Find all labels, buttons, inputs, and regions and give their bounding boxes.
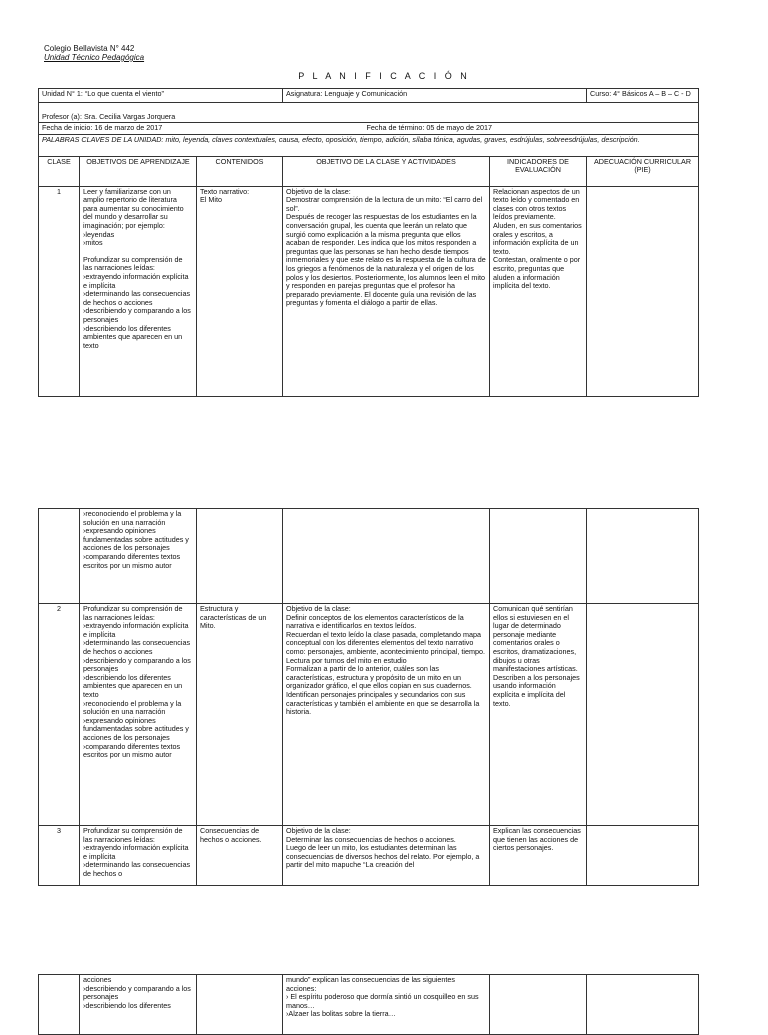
oa-line: ›describiendo los diferentes ambientes que aparecen en un texto	[83, 672, 183, 699]
oa-line: ›reconociendo el problema y la solución en una narración	[83, 698, 182, 717]
contenidos-cell	[197, 509, 283, 604]
oa-cell	[80, 509, 197, 604]
oa-line: ›leyendas	[83, 229, 115, 239]
oa-line: ›describiendo los diferentes	[83, 1000, 171, 1010]
oa-line: Leer y familiarizarse con un amplio repertorio de literatura para aumentar su conocimiento del mundo y desarrollar su imaginación; por ejemplo:	[83, 186, 184, 231]
oa-line: ›expresando opiniones fundamentadas sobre actitudes y acciones de los personajes	[83, 715, 189, 742]
actividad-line: Determinar las consecuencias de hechos o acciones.	[286, 834, 456, 844]
clase-number	[39, 975, 80, 1035]
oa-line: ›describiendo y comparando a los personajes	[83, 655, 191, 674]
palabras-claves-cell	[39, 134, 699, 156]
oa-cell	[80, 826, 197, 886]
actividad-line: Luego de leer un mito, los estudiantes determinan las consecuencias de diversos hechos del relato. Por ejemplo, a partir del mito mapuche “La creación del	[286, 843, 480, 870]
actividad-line: › El espíritu poderoso que dormía sintió un cosquilleo en sus manos…	[286, 992, 479, 1010]
contenidos-cell	[197, 186, 283, 396]
actividad-line: Objetivo de la clase:	[286, 186, 351, 196]
oa-line: ›comparando diferentes textos escritos por un mismo autor	[83, 741, 181, 760]
oa-cell	[80, 604, 197, 826]
contenidos-cell	[197, 604, 283, 826]
clase-number	[39, 509, 80, 604]
oa-line: ›describiendo y comparando a los personajes	[83, 983, 191, 1002]
indicador-line: Contestan, oralmente o por escrito, preguntas que aluden a información implícita del texto.	[493, 255, 581, 291]
actividad-line: ›Alzaer las bolitas sobre la tierra…	[286, 1009, 396, 1019]
table-row	[39, 509, 699, 604]
adecuacion-cell	[587, 186, 699, 396]
actividades-cell	[283, 604, 490, 826]
clase-number: 3	[39, 826, 80, 886]
contenidos-cell	[197, 975, 283, 1035]
oa-cell	[80, 186, 197, 396]
actividad-line: Después de recoger las respuestas de los estudiantes en la conversación grupal, les cuenta que leerán un relato que surgió como explicación a la misma pregunta que ellos acaban de responder. Les indica que los mitos responden a preguntas que las personas se han hecho desde tiempos inmemoriales y que este relato es la respuesta de la cultura de los griegos a fenómenos de la naturaleza y el origen de los polos y los desiertos. Posteriormente, los alumnos leen el mito y responden en parejas preguntas que el profesor ha preparado previamente. El docente guía una revisión de las preguntas y fomenta el diálogo a partir de ellas.	[286, 212, 486, 308]
oa-line: acciones	[83, 975, 112, 984]
planning-table-page1	[38, 88, 699, 397]
actividades-cell	[283, 186, 490, 396]
palabras-list: mito, leyenda, claves contextuales, causa, efecto, oposición, tiempo, adición, sílaba tónica, agudas, graves, esdrújulas, sobreesdrújulas, descripción.	[165, 134, 640, 144]
actividad-line: Recuerdan el texto leído la clase pasada, completando mapa conceptual con los diferentes elementos del texto narrativo como: personajes, ambiente, acontecimiento principal, tiempo.	[286, 629, 485, 656]
col-adecuacion: ADECUACIÓN CURRICULAR (PIE)	[587, 156, 699, 186]
oa-cell	[80, 975, 197, 1035]
fecha-inicio-cell: Fecha de inicio: 16 de marzo de 2017	[39, 123, 283, 135]
indicador-line: Aluden, en sus comentarios orales y escritos, a información explícita de un texto.	[493, 221, 582, 256]
actividad-line: Lectura por turnos del mito en estudio	[286, 655, 407, 665]
adecuacion-cell	[587, 604, 699, 826]
actividad-line: Objetivo de la clase:	[286, 826, 351, 835]
fecha-termino-cell: Fecha de término: 05 de mayo de 2017	[283, 123, 699, 135]
unit-office: Unidad Técnico Pedagógica	[44, 53, 145, 62]
unidad-cell: Unidad N° 1: “Lo que cuenta el viento”	[39, 89, 283, 103]
col-oa: OBJETIVOS DE APRENDIZAJE	[80, 156, 197, 186]
indicador-line: Describen a los personajes usando información explícita e implícita del texto.	[493, 672, 580, 708]
table-row	[39, 186, 699, 396]
oa-line: ›describiendo y comparando a los personajes	[83, 306, 191, 324]
indicador-line: Comunican qué sentirían ellos si estuviesen en el lugar de determinado personaje mediante comentarios orales o escritos, dramatizaciones, dibujos u otras manifestaciones artísticas.	[493, 604, 578, 674]
planning-table-page2	[38, 508, 699, 886]
asignatura-cell: Asignatura: Lenguaje y Comunicación	[283, 89, 587, 103]
contenidos-cell	[197, 826, 283, 886]
school-name: Colegio Bellavista N° 442	[44, 44, 135, 53]
actividades-cell	[283, 975, 490, 1035]
oa-line: ›mitos	[83, 238, 103, 248]
clase-number: 2	[39, 604, 80, 826]
indicadores-cell	[490, 509, 587, 604]
oa-line: ›determinando las consecuencias de hechos o	[83, 860, 191, 878]
contenido-line: El Mito	[200, 195, 222, 205]
col-contenidos: CONTENIDOS	[197, 156, 283, 186]
table-row	[39, 604, 699, 826]
clase-number: 1	[39, 186, 80, 396]
actividad-line: Objetivo de la clase:	[286, 604, 351, 613]
table-row	[39, 826, 699, 886]
oa-line: ›extrayendo información explícita e implícita	[83, 621, 189, 639]
actividad-line: mundo” explican las consecuencias de las siguientes acciones:	[286, 975, 456, 993]
actividad-line: Identifican personajes principales y secundarios con sus características y también el ambiente en que se desarrolla la historia.	[286, 689, 480, 717]
adecuacion-cell	[587, 509, 699, 604]
indicador-line: Explican las consecuencias que tienen las acciones de ciertos personajes.	[493, 826, 581, 853]
col-indicadores: INDICADORES DE EVALUACIÓN	[490, 156, 587, 186]
palabras-label: PALABRAS CLAVES DE LA UNIDAD:	[42, 134, 164, 144]
col-clase: CLASE	[39, 156, 80, 186]
oa-line: ›determinando las consecuencias de hechos o acciones	[83, 289, 191, 307]
actividad-line: Formalizan a partir de lo anterior, cuáles son las características, estructura y propósito de un mito en un organizador gráfico, el que ellos copian en sus cuadernos.	[286, 664, 472, 691]
indicadores-cell	[490, 826, 587, 886]
col-actividades: OBJETIVO DE LA CLASE Y ACTIVIDADES	[283, 156, 490, 186]
oa-line: ›describiendo los diferentes ambientes que aparecen en un texto	[83, 323, 183, 350]
contenido-line: Estructura y características de un Mito.	[200, 604, 267, 631]
oa-line: ›reconociendo el problema y la solución en una narración	[83, 509, 182, 527]
contenido-line: Texto narrativo:	[200, 186, 250, 196]
actividad-line: Demostrar comprensión de la lectura de un mito: “El carro del sol”.	[286, 195, 483, 213]
oa-line: Profundizar su comprensión de las narraciones leídas:	[83, 254, 183, 273]
oa-line: ›extrayendo información explícita e implícita	[83, 843, 189, 861]
oa-line: ›determinando las consecuencias de hechos o acciones	[83, 638, 191, 656]
contenido-line: Consecuencias de hechos o acciones.	[200, 826, 262, 844]
oa-line: ›comparando diferentes textos escritos por un mismo autor	[83, 551, 181, 570]
planning-table-page3	[38, 974, 699, 1035]
actividad-line: Definir conceptos de los elementos característicos de la narrativa e identificarlos en textos leídos.	[286, 612, 464, 631]
curso-cell: Curso: 4° Básicos A – B – C - D	[587, 89, 699, 103]
profesor-cell: Profesor (a): Sra. Cecilia Vargas Jorquera	[39, 112, 699, 123]
indicadores-cell	[490, 975, 587, 1035]
oa-line: ›expresando opiniones fundamentadas sobre actitudes y acciones de los personajes	[83, 526, 189, 553]
oa-line: ›extrayendo información explícita e implícita	[83, 272, 189, 290]
oa-line: Profundizar su comprensión de las narraciones leídas:	[83, 604, 183, 622]
actividades-cell	[283, 509, 490, 604]
indicadores-cell	[490, 186, 587, 396]
actividades-cell	[283, 826, 490, 886]
indicador-line: Relacionan aspectos de un texto leído y comentado en clases con otros textos leídos previamente.	[493, 186, 580, 222]
indicadores-cell	[490, 604, 587, 826]
oa-line: Profundizar su comprensión de las narraciones leídas:	[83, 826, 183, 844]
adecuacion-cell	[587, 826, 699, 886]
page-title: P L A N I F I C A C I Ó N	[298, 71, 470, 81]
adecuacion-cell	[587, 975, 699, 1035]
spacer-row	[39, 103, 699, 112]
table-row	[39, 975, 699, 1035]
